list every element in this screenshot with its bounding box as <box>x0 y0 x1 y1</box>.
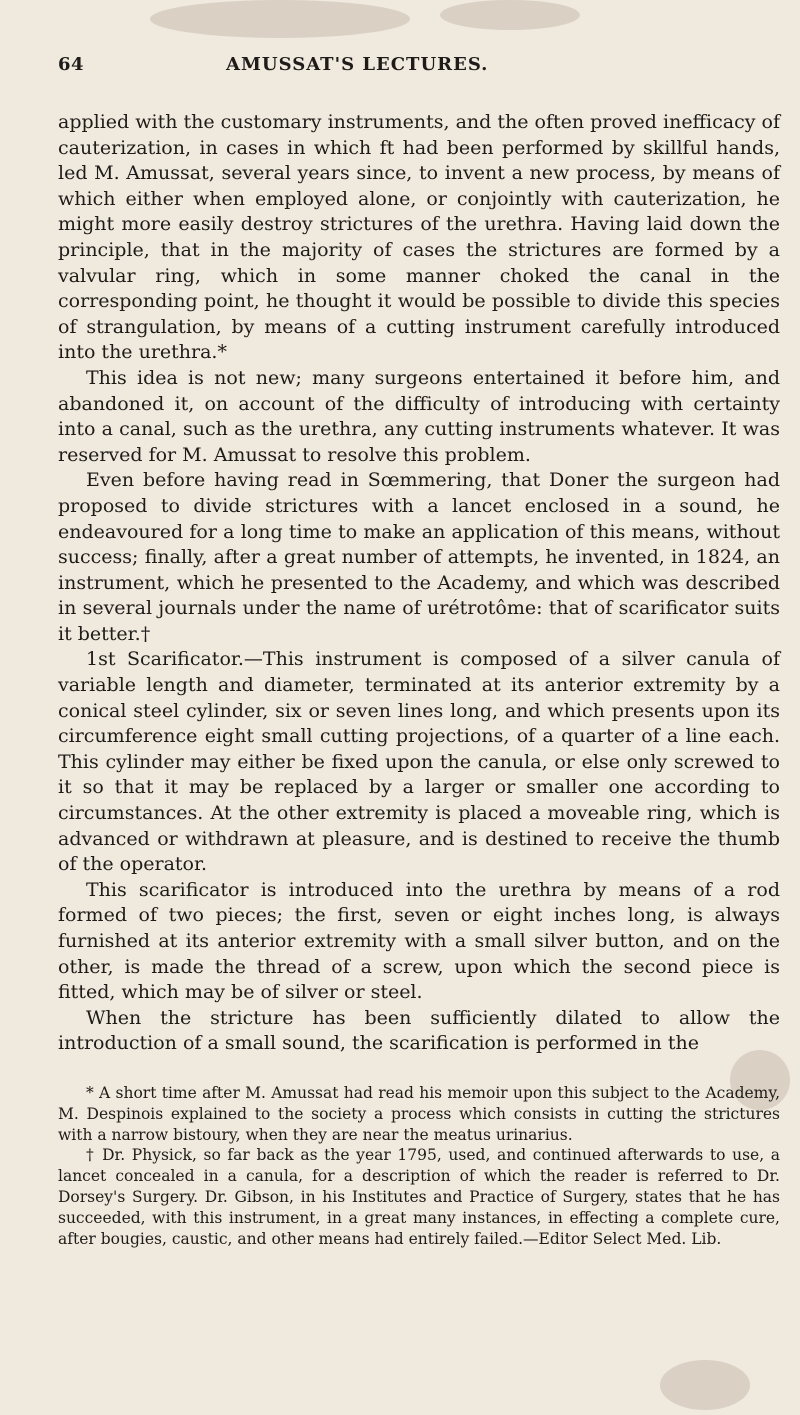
paragraph: applied with the customary instruments, and the often proved inefficacy of cauterization, in cases in which ft had been performed by skillful hands, led M. Amussat, several years since, to invent a new process, by means of which either when employed alone, or conjointly with cauterization, he might more easily destroy strictures of the urethra. Having laid down the principle, that in the majority of cases the strictures are formed by a valvular ring, which in some manner choked the canal in the corresponding point, he thought it would be possible to divide this species of strangulation, by means of a cutting instrument carefully introduced into the urethra.* <box>58 111 780 364</box>
page-header <box>58 54 758 75</box>
footnote: * A short time after M. Amussat had read his memoir upon this subject to the Academy, M. Despinois explained to the society a process which consists in cutting the strictures with a narrow bistoury, when they are near the meatus urinarius. <box>58 1084 780 1144</box>
paragraph: 1st Scarificator.—This instrument is composed of a silver canula of variable length and diameter, terminated at its anterior extremity by a conical steel cylinder, six or seven lines long, and which presents upon its circumference eight small cutting projections, of a quarter of a line each. This cylinder may either be fixed upon the canula, or else only screwed to it so that it may be replaced by a larger or smaller one according to circumstances. At the other extremity is placed a moveable ring, which is advanced or withdrawn at pleasure, and is destined to receive the thumb of the operator. <box>58 648 780 876</box>
page-number: 64 <box>58 54 85 75</box>
running-title: AMUSSAT'S LECTURES. <box>226 54 489 75</box>
paper-stain <box>660 1360 750 1410</box>
paragraph: This scarificator is introduced into the urethra by means of a rod formed of two pieces; the first, seven or eight inches long, is always furnished at its anterior extremity with a small silver button, and on the other, is made the thread of a screw, upon which the second piece is fitted, which may be of silver or steel. <box>58 878 780 1004</box>
footnotes <box>58 1083 780 1249</box>
footnote: † Dr. Physick, so far back as the year 1795, used, and continued afterwards to use, a lancet concealed in a canula, for a description of which the reader is referred to Dr. Dorsey's Surgery. Dr. Gibson, in his Institutes and Practice of Surgery, states that he has succeeded, with this instrument, in a great many instances, in effecting a complete cure, after bougies, caustic, and other means had entirely failed.—Editor Select Med. Lib. <box>58 1146 780 1248</box>
paper-stain <box>440 0 580 30</box>
paragraph: When the stricture has been sufficiently dilated to allow the introduction of a small sound, the scarification is performed in the <box>58 1006 780 1055</box>
paper-stain <box>150 0 410 38</box>
paragraph: Even before having read in Sœmmering, that Doner the surgeon had proposed to divide strictures with a lancet enclosed in a sound, he endeavoured for a long time to make an application of this means, without success; finally, after a great number of attempts, he invented, in 1824, an instrument, which he presented to the Academy, and which was described in several journals under the name of urétrotôme: that of scarificator suits it better.† <box>58 469 780 645</box>
paragraph: This idea is not new; many surgeons entertained it before him, and abandoned it, on account of the difficulty of introducing with certainty into a canal, such as the urethra, any cutting instruments whatever. It was reserved for M. Amussat to resolve this problem. <box>58 366 780 466</box>
main-text <box>58 110 780 1057</box>
